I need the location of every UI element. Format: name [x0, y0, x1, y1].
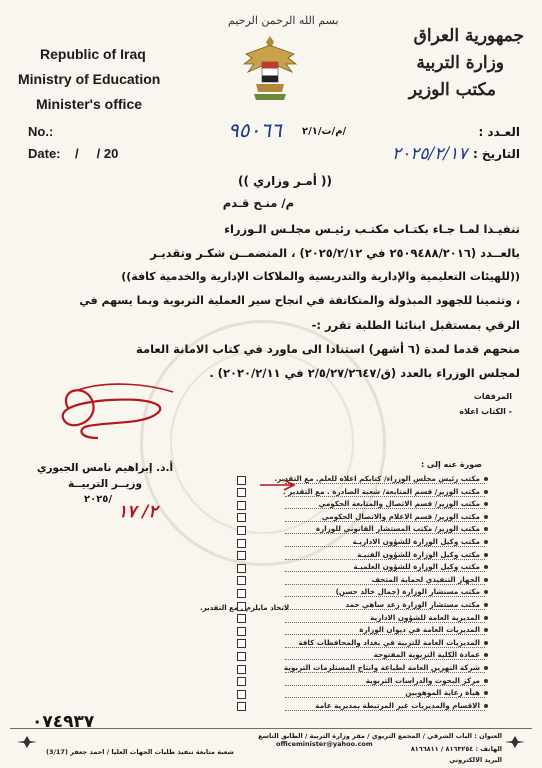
distribution-item: مكتب وكيل الوزارة للشؤون العلميـة: [353, 562, 480, 572]
distribution-dotline: [285, 521, 485, 522]
distribution-note: لاتخاذ مايلزم . مع التقدير.: [200, 604, 290, 612]
attachments-label: المرفقات: [473, 392, 512, 401]
distribution-bullet: [484, 653, 488, 657]
distribution-checkbox: [237, 690, 246, 699]
footer-ornament-left-icon: [16, 735, 38, 749]
distribution-bullet: [484, 578, 488, 582]
distribution-dotline: [285, 609, 485, 610]
distribution-bullet: [484, 666, 488, 670]
number-label-ar: العـدد :: [478, 125, 520, 139]
handwritten-document-number: ٩٥٠٦٦: [228, 118, 282, 142]
body-line-4: ، وتثمينا للجهود المبذولة والمتكاتفة في انجاح سير العملية التربوية وبما يسهم في: [79, 294, 520, 307]
footer-ornament-right-icon: [504, 735, 526, 749]
distribution-bullet: [484, 679, 488, 683]
order-subject: م/ منـح قـدم: [222, 196, 294, 210]
signatory-year: ٢٠٢٥/: [84, 494, 113, 505]
date-label-en: Date: / / 20: [28, 146, 119, 161]
distribution-bullet: [484, 603, 488, 607]
distribution-dotline: [285, 672, 485, 673]
distribution-bullet: [484, 641, 488, 645]
distribution-bullet: [484, 477, 488, 481]
distribution-bullet: [484, 691, 488, 695]
distribution-bullet: [484, 490, 488, 494]
distribution-checkbox: [237, 589, 246, 598]
distribution-dotline: [285, 647, 485, 648]
minister-signature: [48, 378, 188, 458]
distribution-checkbox: [237, 488, 246, 497]
ministerial-order-title: (( أمـر وزاري )): [238, 174, 332, 188]
distribution-checkbox: [237, 576, 246, 585]
distribution-checkbox: [237, 526, 246, 535]
body-line-7: لمجلس الوزراء بالعدد (ق/٢/٥/٢٧/٢٦٤٧ في ٢٠٢٠/٢/١١) .: [209, 366, 520, 380]
distribution-bullet: [484, 590, 488, 594]
distribution-dotline: [285, 496, 485, 497]
distribution-item: مكتب الوزير/ قسم الاتصال والمتابعة الحكومي: [318, 499, 480, 509]
distribution-checkbox: [237, 639, 246, 648]
signatory-position: وزيــر التربيــة: [67, 478, 142, 490]
footer-phone: الهاتف : ٨١٦٣٢٥٤ / ٨١٦٦٨١١: [410, 745, 502, 753]
distribution-checkbox: [237, 652, 246, 661]
distribution-item: المديريات العامة في ديوان الوزارة: [359, 625, 480, 635]
signatory-hand-date: ٢/ ١٧: [118, 502, 158, 522]
body-line-6: منحهم قدما لمدة (٦ أشهر) استنادا الى ماورد في كتاب الامانة العامة: [135, 342, 520, 356]
footer-email: officeminister@yahoo.com: [276, 740, 373, 748]
distribution-dotline: [285, 596, 485, 597]
distribution-item: الاقسام والمديريات غير المرتبطة بمديرية عامة: [315, 700, 480, 710]
footer-office-note: شعبة متابعة تنفيذ طلبات الجهات العليا / احمد جعفر (3/17): [46, 748, 234, 756]
header-ar-line-3: مكتب الوزير: [408, 80, 496, 100]
distribution-checkbox: [237, 513, 246, 522]
footer-address: العنوان : الباب الشرقي / المجمع التربوي / مقر وزارة التربية / الطابق التاسع: [258, 732, 502, 740]
distribution-dotline: [285, 634, 485, 635]
signatory-name: أ.د. إبراهيم نامس الجبوري: [36, 462, 174, 474]
distribution-dotline: [285, 710, 485, 711]
header-en-line-1: Republic of Iraq: [40, 46, 146, 62]
header-ar-line-2: وزارة التربية: [416, 53, 504, 73]
distribution-dotline: [285, 659, 485, 660]
distribution-item: مكتب الوزير/ مكتب المستشار القانوني للوزارة: [315, 524, 480, 534]
distribution-dotline: [285, 483, 485, 484]
distribution-dotline: [285, 697, 485, 698]
distribution-bullet: [484, 628, 488, 632]
distribution-dotline: [285, 571, 485, 572]
distribution-bullet: [484, 515, 488, 519]
distribution-bullet: [484, 527, 488, 531]
header-ar-line-1: جمهورية العراق: [413, 26, 524, 46]
distribution-dotline: [285, 546, 485, 547]
distribution-checkbox: [237, 539, 246, 548]
distribution-dotline: [285, 584, 485, 585]
distribution-item: مكتب وكيل الوزارة للشؤون الاداريـة: [352, 537, 480, 546]
distribution-bullet: [484, 502, 488, 506]
distribution-item: مركز البحوث والدراسات التربوية: [365, 675, 480, 685]
distribution-item: المديريات العامة للتربية في بغداد والمحافظات كافة: [298, 637, 480, 647]
distribution-item: المديرية العامة للشؤون الادارية: [370, 612, 480, 622]
iraq-eagle-emblem-icon: [242, 32, 298, 104]
footer-divider: [10, 728, 532, 729]
number-prefix-ar: م/ت/٢/١/: [302, 126, 347, 137]
distribution-item: مكتب مستشار الوزارة رعد ساهي حمد: [345, 600, 480, 609]
header-en-line-3: Minister's office: [36, 96, 143, 112]
distribution-dotline: [285, 685, 485, 686]
body-line-2: بالعــدد (٢٥٠٩٤٨٨/٢٠١٦ في ٢٠٢٥/٢/١٢) ، المتضمــن شكـر وتقديـر: [150, 246, 520, 260]
footer-email-label: البريد الالكتروني: [449, 756, 502, 764]
distribution-checkbox: [237, 665, 246, 674]
distribution-bullet: [484, 553, 488, 557]
distribution-bullet: [484, 616, 488, 620]
handwritten-date: ٢٠٢٥/٢/١٧: [392, 144, 468, 164]
distribution-checkbox: [237, 702, 246, 711]
distribution-bullet: [484, 565, 488, 569]
distribution-item: مكتب الوزير/ قسم الاعلام والاتصال الحكومي: [321, 511, 480, 521]
distribution-checkbox: [237, 501, 246, 510]
distribution-checkbox: [237, 551, 246, 560]
distribution-dotline: [285, 508, 485, 509]
body-line-1: تنفيـذا لمـا جـاء بكتـاب مكتـب رئيـس مجلـس الـوزراء: [224, 222, 520, 236]
distribution-checkbox: [237, 614, 246, 623]
date-label-ar: التاريخ :: [472, 147, 520, 161]
distribution-item: شركة النهرين العامة لطباعة وانتاج المستلزمات التربوية: [283, 663, 480, 672]
distribution-item: مكتب الوزير/ قسم المتابعة/ شعبة الصادرة . مع التقدير .: [282, 486, 480, 496]
distribution-bullet: [484, 704, 488, 708]
body-line-5: الرقي بمستقبل ابنائنا الطلبة تقرر :-: [311, 318, 520, 332]
distribution-item: هيأة رعاية الموهوبين: [405, 688, 480, 698]
header-en-line-2: Ministry of Education: [18, 71, 161, 87]
distribution-checkbox: [237, 677, 246, 686]
body-line-3: ((للهيئات التعليمية والإدارية والتدريسية والملاكات الإدارية والخدمية كافة)): [121, 270, 520, 283]
distribution-item: مكتب رئيس مجلس الوزراء/ كتابكم اعلاه للعلم. مع التقدير.: [274, 474, 480, 483]
distribution-bullet: [484, 540, 488, 544]
distribution-item: عمادة الكلية التربوية المفتوحة: [373, 650, 480, 660]
number-label-en: No.:: [28, 124, 54, 139]
distribution-dotline: [285, 622, 485, 623]
distribution-dotline: [285, 533, 485, 534]
distribution-checkbox: [237, 627, 246, 636]
distribution-dotline: [285, 559, 485, 560]
distribution-item: مكتب وكيل الوزارة للشؤون الفنيـة: [357, 549, 480, 559]
distribution-item: مكتب مستشار الوزارة (جمال خالد حسن): [335, 587, 480, 597]
distribution-checkbox: [237, 564, 246, 573]
basmala: بسم الله الرحمن الرحيم: [228, 14, 339, 27]
arrow-icon: [258, 478, 298, 492]
distribution-checkbox: [237, 476, 246, 485]
serial-number: ٠٧٤٩٣٧: [32, 712, 95, 732]
attachments-item: - الكتاب اعلاه: [459, 407, 512, 416]
distribution-item: الجهاز التنفيذي لحماية المتحف: [371, 574, 480, 584]
distribution-title: صورة عنه إلى :: [420, 460, 482, 469]
